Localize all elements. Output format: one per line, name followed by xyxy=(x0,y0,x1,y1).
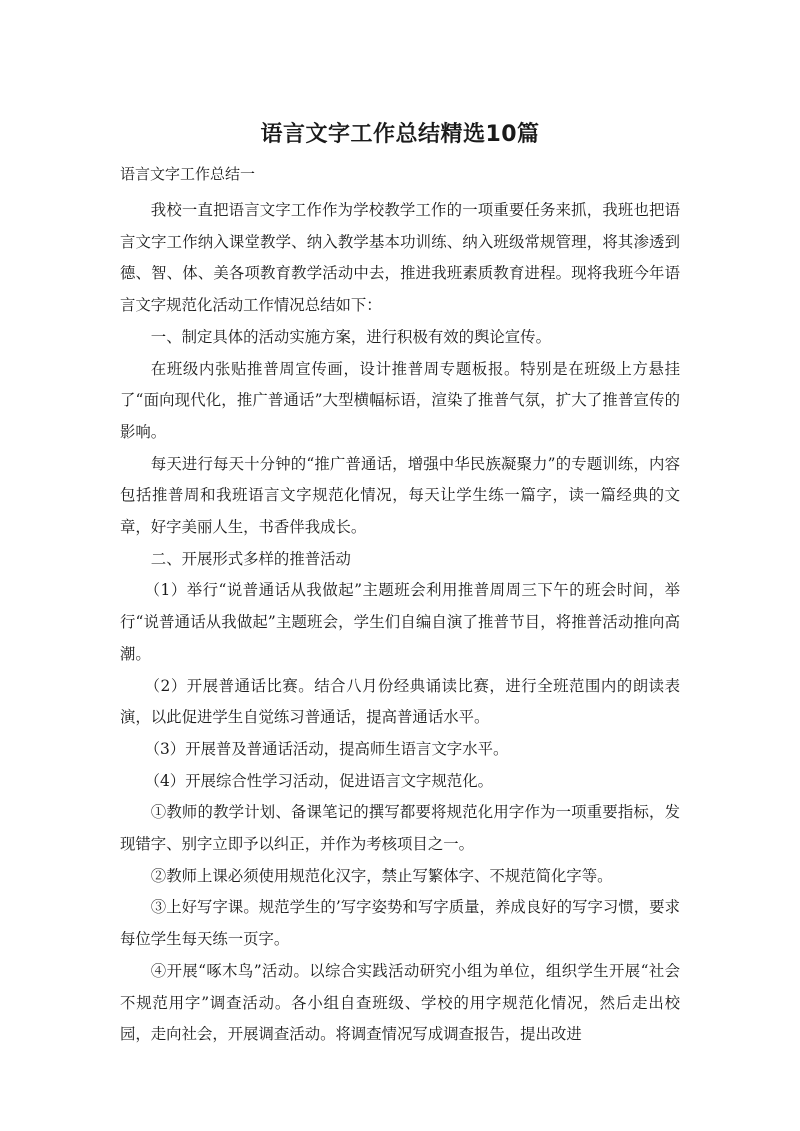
paragraph-item-4: （4）开展综合性学习活动，促进语言文字规范化。 xyxy=(144,771,494,790)
paragraph-heading-1: 一、制定具体的活动实施方案，进行积极有效的舆论宣传。 xyxy=(150,327,551,346)
paragraph-item-3: （3）开展普及普通话活动，提高师生语言文字水平。 xyxy=(144,739,509,758)
paragraph-subitem-2: ②教师上课必须使用规范化汉字，禁止写繁体字、不规范简化字等。 xyxy=(150,866,613,885)
paragraph-heading-2: 二、开展形式多样的推普活动 xyxy=(150,549,351,568)
paragraph-item-1: （1）举行“说普通话从我做起”主题班会利用推普周周三下午的班会时间，举行“说普通话从我做起”主题班会，学生们自编自演了推普节目，将推普活动推向高潮。 xyxy=(120,581,680,663)
paragraph-subitem-1: ①教师的教学计划、备课笔记的撰写都要将规范化用字作为一项重要指标，发现错字、别字立即予以纠正，并作为考核项目之一。 xyxy=(120,803,680,854)
paragraph-item-2: （2）开展普通话比赛。结合八月份经典诵读比赛，进行全班范围内的朗读表演，以此促进学生自觉练习普通话，提高普通话水平。 xyxy=(120,676,680,727)
paragraph-subitem-4: ④开展“啄木鸟”活动。以综合实践活动研究小组为单位，组织学生开展“社会不规范用字”调查活动。各小组自查班级、学校的用字规范化情况，然后走出校园，走向社会，开展调查活动。将调查情况写成调查报告，提出改进 xyxy=(120,961,680,1044)
paragraph-daily-training: 每天进行每天十分钟的“推广普通话，增强中华民族凝聚力”的专题训练，内容包括推普周和我班语言文字规范化情况，每天让学生练一篇字，读一篇经典的文章，好字美丽人生，书香伴我成长。 xyxy=(120,454,680,537)
document-title: 语言文字工作总结精选10篇 xyxy=(260,122,540,147)
paragraph-publicity: 在班级内张贴推普周宣传画，设计推普周专题板报。特别是在班级上方悬挂了“面向现代化，推广普通话”大型横幅标语，渲染了推普气氛，扩大了推普宣传的影响。 xyxy=(120,359,680,441)
paragraph-subitem-3: ③上好写字课。规范学生的’写字姿势和写字质量，养成良好的写字习惯，要求每位学生每天练一页字。 xyxy=(120,898,680,949)
section-heading: 语言文字工作总结一 xyxy=(120,165,256,183)
document-body xyxy=(120,195,680,1051)
paragraph-intro: 我校一直把语言文字工作作为学校教学工作的一项重要任务来抓，我班也把语言文字工作纳入课堂教学、纳入教学基本功训练、纳入班级常规管理，将其渗透到德、智、体、美各项教育教学活动中去，推进我班素质教育进程。现将我班今年语言文字规范化活动工作情况总结如下： xyxy=(120,201,680,315)
